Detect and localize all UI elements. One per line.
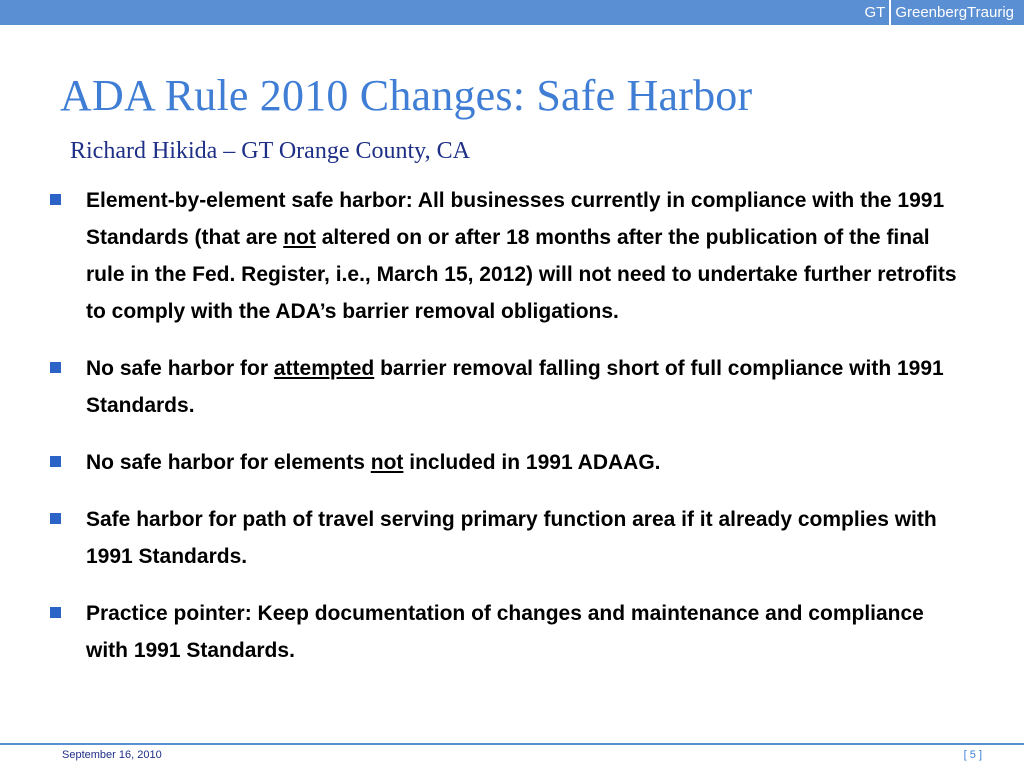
greenberg-traurig-logo <box>860 0 1024 25</box>
underlined-text: not <box>370 451 404 474</box>
page-number: [ 5 ] <box>963 749 982 761</box>
bullet-text: barrier removal falling short of full compliance with 1991 Standards. <box>86 357 944 417</box>
bullet-text: Practice pointer: Keep documentation of changes and maintenance and compliance with 1991 Standards. <box>86 602 924 662</box>
slide-subtitle: Richard Hikida – GT Orange County, CA <box>70 138 470 164</box>
square-bullet-icon <box>50 456 61 467</box>
bullet-list <box>48 182 968 689</box>
footer-date: September 16, 2010 <box>62 749 162 761</box>
slide-title: ADA Rule 2010 Changes: Safe Harbor <box>60 71 753 120</box>
logo-gt-text: GT <box>864 4 886 21</box>
footer-divider <box>0 743 1024 745</box>
bullet-item <box>48 501 968 575</box>
square-bullet-icon <box>50 194 61 205</box>
underlined-text: not <box>283 226 316 249</box>
bullet-item <box>48 444 968 481</box>
square-bullet-icon <box>50 513 61 524</box>
bullet-text: included in 1991 ADAAG. <box>403 451 661 474</box>
logo-name-text: GreenbergTraurig <box>895 4 1014 21</box>
bullet-text: Element-by-element safe harbor: All businesses currently in compliance with the 1991 Standards (that are <box>86 189 945 249</box>
bullet-item <box>48 182 968 330</box>
underlined-text: attempted <box>273 357 375 380</box>
bullet-text: Safe harbor for path of travel serving primary function area if it already complies with 1991 Standards. <box>86 508 937 568</box>
square-bullet-icon <box>50 362 61 373</box>
bullet-text: No safe harbor for <box>86 357 274 380</box>
bullet-item <box>48 595 968 669</box>
bullet-item <box>48 350 968 424</box>
square-bullet-icon <box>50 607 61 618</box>
bullet-text: altered on or after 18 months after the publication of the final rule in the Fed. Register, i.e., March 15, 2012) will not need to undertake further retrofits to comply with the ADA’s barrier removal obligations. <box>86 226 957 323</box>
header-bar <box>0 0 1024 25</box>
bullet-text: No safe harbor for elements <box>86 451 371 474</box>
